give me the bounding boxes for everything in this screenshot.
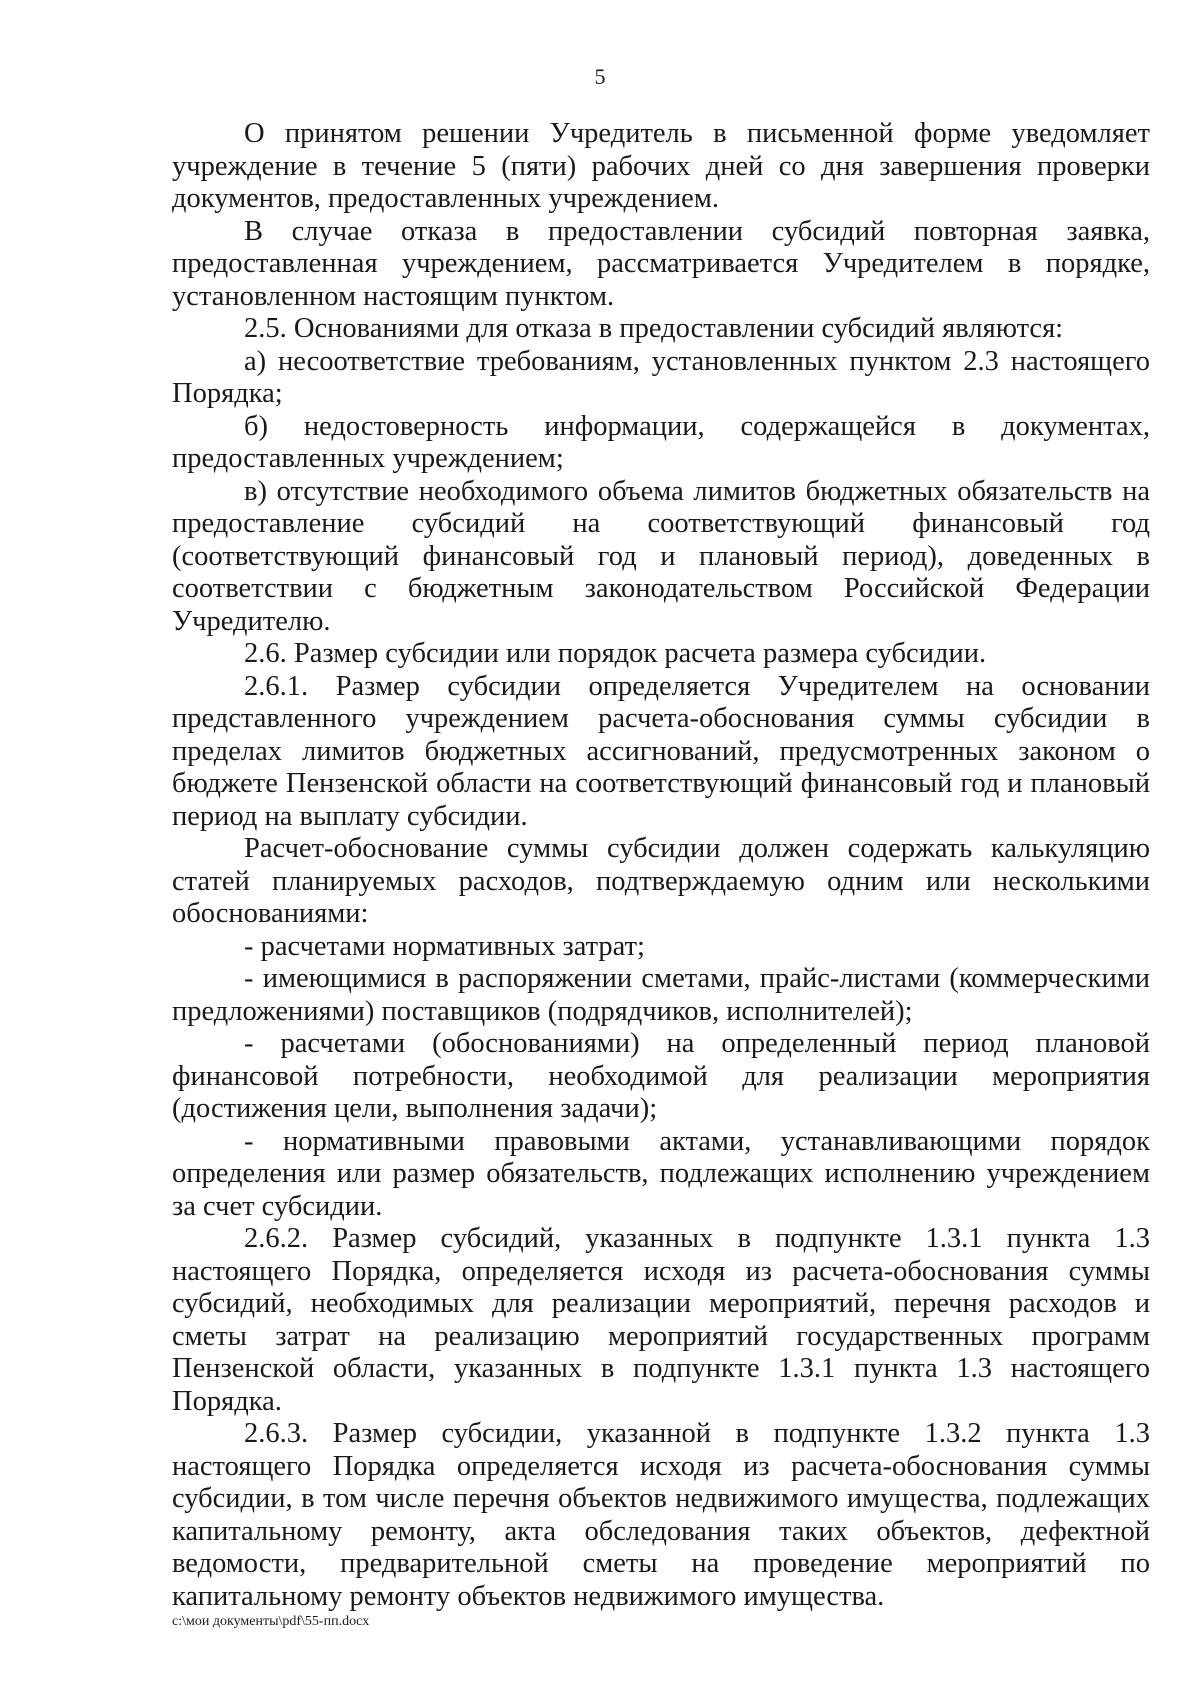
footer-file-path: c:\мои документы\pdf\55-пп.docx [172, 1614, 370, 1629]
list-item-estimates-price-lists: - имеющимися в распоряжении сметами, прайс-листами (коммерческими предложениями) поставщиков (подрядчиков, исполнителей); [172, 963, 1150, 1027]
paragraph-2-6-2: 2.6.2. Размер субсидий, указанных в подпункте 1.3.1 пункта 1.3 настоящего Порядка, определяется исходя из расчета-обоснования суммы субсидий, необходимых для реализации мероприятий, перечня расходов и сметы затрат на реализацию мероприятий государственных программ Пензенской области, указанных в подпункте 1.3.1 пункта 1.3 настоящего Порядка. [172, 1223, 1150, 1417]
paragraph-2-6-3: 2.6.3. Размер субсидии, указанной в подпункте 1.3.2 пункта 1.3 настоящего Порядка определяется исходя из расчета-обоснования суммы субсидии, в том числе перечня объектов недвижимого имущества, подлежащих капитальному ремонту, акта обследования таких объектов, дефектной ведомости, предварительной сметы на проведение мероприятий по капитальному ремонту объектов недвижимого имущества. [172, 1418, 1150, 1612]
paragraph-calculation-justification: Расчет-обоснование суммы субсидии должен содержать калькуляцию статей планируемых расходов, подтверждаемую одним или несколькими обоснованиями: [172, 833, 1150, 929]
paragraph-2-5-refusal-grounds: 2.5. Основаниями для отказа в предоставлении субсидий являются: [244, 313, 1064, 344]
paragraph-refusal-repeat-application: В случае отказа в предоставлении субсидий повторная заявка, предоставленная учреждением, рассматривается Учредителем в порядке, установленном настоящим пунктом. [172, 215, 1150, 312]
paragraph-2-5-b: б) недостоверность информации, содержащейся в документах, предоставленных учреждением; [172, 410, 1150, 474]
list-item-normative-legal-acts: - нормативными правовыми актами, устанавливающими порядок определения или размер обязательств, подлежащих исполнению учреждением за счет субсидии. [172, 1125, 1150, 1222]
list-item-planned-financial-need: - расчетами (обоснованиями) на определенный период плановой финансовой потребности, необходимой для реализации мероприятия (достижения цели, выполнения задачи); [172, 1028, 1150, 1124]
paragraph-2-6-heading: 2.6. Размер субсидии или порядок расчета размера субсидии. [244, 638, 987, 669]
paragraph-2-5-v: в) отсутствие необходимого объема лимитов бюджетных обязательств на предоставление субсидий на соответствующий финансовый год (соответствующий финансовый год и плановый период), доведенных в соответствии с бюджетным законодательством Российской Федерации Учредителю. [172, 475, 1150, 637]
paragraph-2-5-a: а) несоответствие требованиям, установленных пунктом 2.3 настоящего Порядка; [172, 345, 1150, 409]
paragraph-2-6-1: 2.6.1. Размер субсидии определяется Учредителем на основании представленного учреждением расчета-обоснования суммы субсидии в пределах лимитов бюджетных ассигнований, предусмотренных законом о бюджете Пензенской области на соответствующий финансовый год и плановый период на выплату субсидии. [172, 670, 1150, 832]
document-body [172, 118, 1150, 1613]
paragraph-decision-notice: О принятом решении Учредитель в письменной форме уведомляет учреждение в течение 5 (пяти) рабочих дней со дня завершения проверки документов, предоставленных учреждением. [172, 118, 1150, 214]
page-number: 5 [594, 64, 606, 89]
list-item-normative-costs: - расчетами нормативных затрат; [244, 930, 645, 962]
